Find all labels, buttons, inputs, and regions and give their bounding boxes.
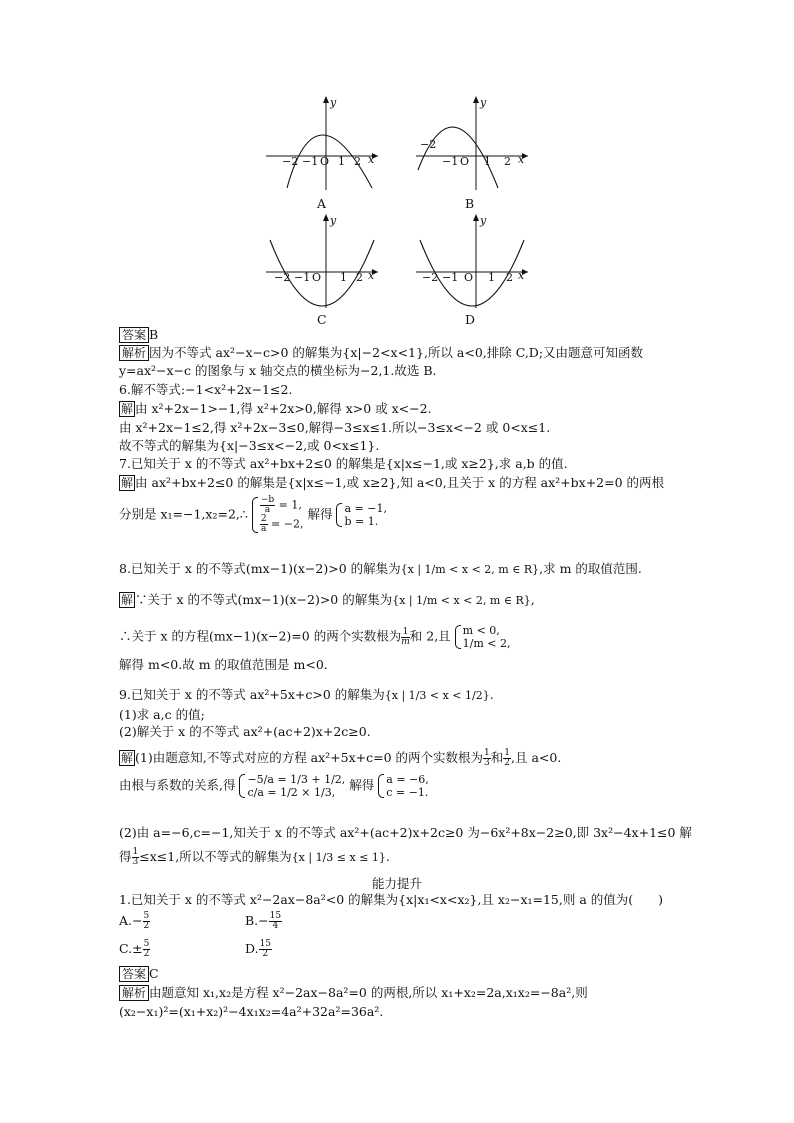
origin-label: O [320, 155, 330, 168]
svg-text:y: y [480, 96, 487, 109]
q7-title: 7.已知关于 x 的不等式 ax²+bx+2≤0 的解集是{x|x≤−1,或 x≥2},求 a,b 的值. [119, 456, 568, 471]
q6-step1: 由 x²+2x−1>−1,得 x²+2x>0,解得 x>0 或 x<−2. [135, 401, 432, 416]
q5-analysis-line [119, 345, 643, 361]
svg-text:x: x [368, 269, 375, 282]
solution-tag: 解 [121, 402, 134, 416]
q9-set: {x | 1/3 < x < 1/2} [384, 689, 490, 702]
tick-neg1: −1 [442, 271, 459, 284]
tick-neg1: −1 [442, 155, 459, 168]
origin-label: O [464, 271, 474, 284]
q8-line2: ∴关于 x 的方程(mx−1)(x−2)=0 的两个实数根为 $\frac{1}{m}$ 和 2,且 m < 0, 1/m < 2, [119, 624, 511, 650]
q5-answer-line [119, 327, 158, 343]
tick-1: 1 [338, 155, 345, 168]
solution-tag: 解 [121, 476, 134, 490]
tick-neg2: −2 [420, 138, 437, 151]
section-title: 能力提升 [371, 876, 422, 891]
tick-2: 2 [356, 271, 363, 284]
mc1-options-row2 [119, 939, 272, 959]
mc1-answer-line [119, 966, 159, 982]
caption-a: A [317, 196, 327, 211]
graph-c [262, 210, 382, 310]
tick-1: 1 [340, 271, 347, 284]
q7-result: a = −1, b = 1. [336, 502, 386, 528]
tick-2: 2 [354, 155, 361, 168]
q8-conditions: m < 0, 1/m < 2, [455, 624, 511, 650]
tick-2: 2 [506, 271, 513, 284]
q9-result: a = −6, c = −1. [378, 773, 428, 799]
mc1-analysis-2: (x₂−x₁)²=(x₁+x₂)²−4x₁x₂=4a²+32a²=36a². [119, 1004, 384, 1019]
option-b: B.− $\frac{15}{4}$ [245, 911, 282, 931]
caption-c: C [317, 312, 327, 327]
tick-1: 1 [484, 155, 491, 168]
analysis-tag: 解析 [119, 985, 149, 1001]
q6-line1 [119, 401, 432, 417]
q7-step1: 由 ax²+bx+2≤0 的解集是{x|x≤−1,或 x≥2},知 a<0,且关于 x 的方程 ax²+bx+2=0 的两根 [135, 475, 665, 490]
graph-d [412, 210, 532, 310]
option-a: A.− $\frac{5}{2}$ [119, 911, 150, 931]
q9-part1: (1)求 a,c 的值; [119, 707, 205, 722]
origin-label: O [460, 155, 470, 168]
tick-2: 2 [504, 155, 511, 168]
origin-label: O [312, 271, 322, 284]
q9-line2: 由根与系数的关系,得 −5/a = 1/3 + 1/2, c/a = 1/2 × 1/3, 解得 a = −6, c = −1. [119, 773, 429, 799]
analysis-tag: 解析 [119, 345, 149, 361]
mc1-title: 1.已知关于 x 的不等式 x²−2ax−8a²<0 的解集为{x|x₁<x<x₂},且 x₂−x₁=15,则 a 的值为( ) [119, 892, 664, 907]
q6-title: 6.解不等式:−1<x²+2x−1≤2. [119, 382, 293, 397]
q6-step3: 故不等式的解集为{x|−3≤x<−2,或 0<x≤1}. [119, 438, 380, 453]
solution-tag: 解 [121, 593, 134, 607]
graph-b [412, 92, 532, 192]
svg-text:y: y [480, 214, 487, 227]
answer-tag: 答案 [119, 327, 149, 343]
q9-title: 9.已知关于 x 的不等式 ax²+5x+c>0 的解集为{x | 1/3 < x < 1/2}. [119, 687, 494, 702]
q7-line1 [119, 475, 664, 491]
mc1-options-row1 [119, 911, 282, 931]
caption-b: B [465, 196, 475, 211]
svg-text:y: y [330, 96, 337, 109]
option-d: D. $\frac{15}{2}$ [245, 939, 272, 959]
answer-tag: 答案 [119, 966, 149, 982]
q9-system: −5/a = 1/3 + 1/2, c/a = 1/2 × 1/3, [239, 773, 345, 799]
q8-set: {x | 1/m < x < 2, m ∈ R} [400, 563, 540, 576]
q8-title: 8.已知关于 x 的不等式(mx−1)(x−2)>0 的解集为{x | 1/m < x < 2, m ∈ R},求 m 的取值范围. [119, 561, 642, 576]
q9-part2: (2)解关于 x 的不等式 ax²+(ac+2)x+2c≥0. [119, 724, 371, 739]
tick-neg2: −2 [274, 271, 291, 284]
option-c: C.± $\frac{5}{2}$ [119, 939, 150, 959]
q8-step3: 解得 m<0.故 m 的取值范围是 m<0. [119, 657, 328, 672]
svg-text:y: y [330, 214, 337, 227]
q9-step3: (2)由 a=−6,c=−1,知关于 x 的不等式 ax²+(ac+2)x+2c≥0 为−6x²+8x−2≥0,即 3x²−4x+1≤0 解 [119, 825, 692, 840]
graph-a [262, 92, 382, 192]
q7-step2-pre: 分别是 x₁=−1,x₂=2,∴ [119, 506, 248, 522]
q5-analysis-1: 因为不等式 ax²−x−c>0 的解集为{x|−2<x<1},所以 a<0,排除 C,D;又由题意可知函数 [149, 345, 644, 360]
q7-line2 [119, 496, 387, 534]
svg-text:x: x [518, 269, 525, 282]
q5-answer: B [149, 327, 159, 342]
q7-solve: 解得 [307, 506, 333, 522]
q9-final-set: {x | 1/3 ≤ x ≤ 1} [291, 851, 386, 864]
tick-1: 1 [488, 271, 495, 284]
q5-analysis-2: y=ax²−x−c 的图象与 x 轴交点的横坐标为−2,1.故选 B. [119, 363, 437, 378]
tick-neg1: −1 [294, 271, 311, 284]
q8-line1: 解 ∵关于 x 的不等式(mx−1)(x−2)>0 的解集为{x | 1/m < x < 2, m ∈ R}, [121, 592, 535, 607]
mc1-answer: C [149, 966, 159, 981]
svg-text:x: x [518, 153, 525, 166]
q6-step2: 由 x²+2x−1≤2,得 x²+2x−3≤0,解得−3≤x≤1.所以−3≤x<−2 或 0<x≤1. [119, 420, 551, 435]
q9-line1: 解 (1)由题意知,不等式对应的方程 ax²+5x+c=0 的两个实数根为 $\frac{1}{3}$ 和 $\frac{1}{2}$ ,且 a<0. [121, 748, 562, 768]
tick-neg1: −1 [302, 155, 319, 168]
tick-neg2: −2 [282, 155, 299, 168]
q7-system: $\frac{-b}{a}$ = 1, $\frac{2}{a}$ = −2, [252, 496, 304, 534]
q9-line4: 得 $\frac{1}{3}$ ≤x≤1,所以不等式的解集为{x | 1/3 ≤ x ≤ 1}. [119, 847, 390, 867]
tick-neg2: −2 [422, 271, 439, 284]
svg-text:x: x [368, 153, 375, 166]
q8-set-2: {x | 1/m < x < 2, m ∈ R} [392, 594, 531, 607]
caption-d: D [465, 312, 476, 327]
solution-tag: 解 [121, 751, 134, 765]
mc1-analysis-line: 解析 由题意知 x₁,x₂是方程 x²−2ax−8a²=0 的两根,所以 x₁+x₂=2a,x₁x₂=−8a²,则 [119, 985, 588, 1001]
